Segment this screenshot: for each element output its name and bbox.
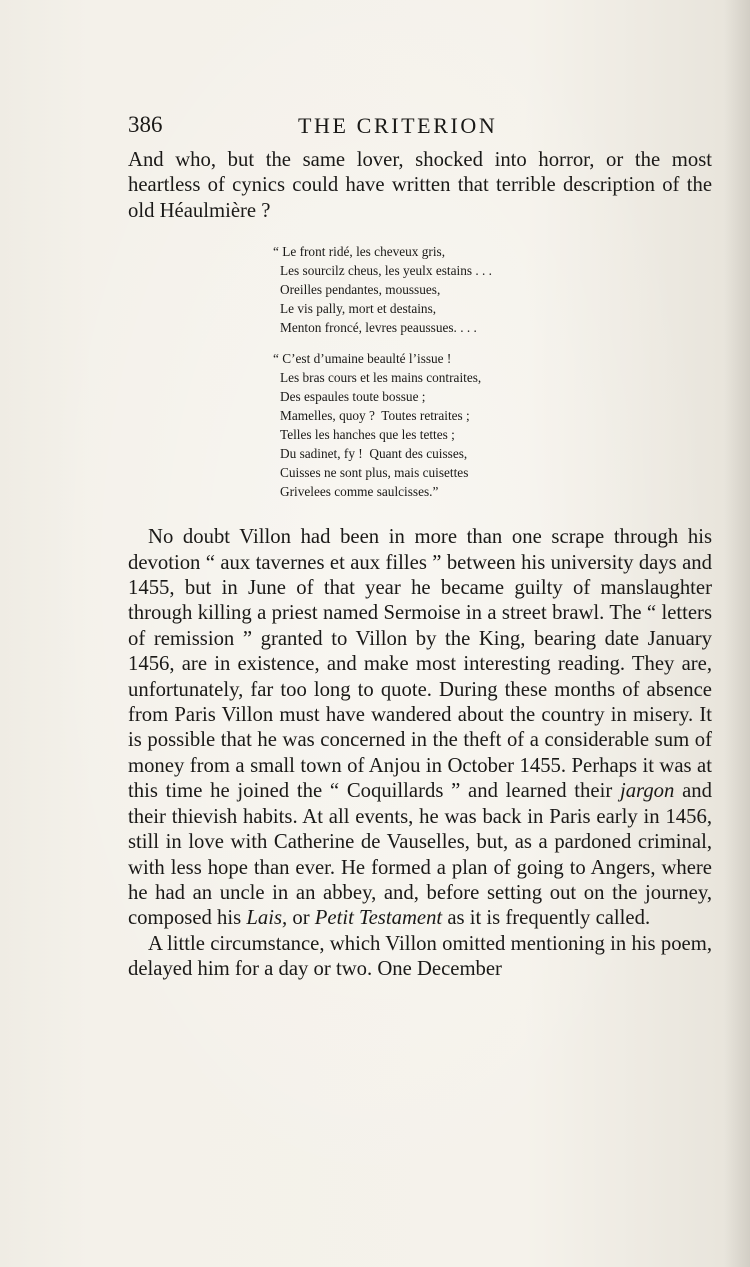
poem-line: Mamelles, quoy ? Toutes retraites ; xyxy=(280,408,470,424)
paragraph-text: and their thievish habits. At all events, he was back in Paris early in 1456, still in love with Catherine de Vauselles, but, as a pardoned criminal, with less hope than ever. He formed a plan of going to Angers, where he had an uncle in an abbey, and, before setting out on the journey, composed his xyxy=(128,780,712,930)
intro-paragraph: And who, but the same lover, shocked into horror, or the most heartless of cynics could have written that terrible description of the old Héaulmière ? xyxy=(128,149,712,222)
poem-stanza-2 xyxy=(273,349,712,501)
running-head xyxy=(128,112,712,144)
poem-line: Grivelees comme saulcisses.” xyxy=(280,484,439,500)
poem-stanza-1 xyxy=(273,242,712,337)
poem-line: Le vis pally, mort et destains, xyxy=(280,301,437,317)
paragraph-villon-history xyxy=(128,525,712,932)
page-edge-shadow xyxy=(724,0,750,1267)
quoted-poem xyxy=(273,242,712,501)
poem-line: Cuisses ne sont plus, mais cuisettes xyxy=(280,465,469,481)
journal-title: THE CRITERION xyxy=(298,113,498,138)
poem-line: Les sourcilz cheus, les yeulx estains . . . xyxy=(280,263,492,279)
poem-line: Des espaules toute bossue ; xyxy=(280,389,426,405)
poem-line: Du sadinet, fy ! Quant des cuisses, xyxy=(280,446,468,462)
paragraph-text: No doubt Villon had been in more than one scrape through his devotion “ aux tavernes et aux filles ” between his university days and 1455, but in June of that year he became guilty of manslaughter through killing a priest named Sermoise in a street brawl. The “ letters of remission ” granted to Villon by the King, bearing date January 1456, are in existence, and make most interesting reading. They are, unfortunately, far too long to quote. During these months of absence from Paris Villon must have wandered about the country in misery. It is possible that he was concerned in the theft of a considerable sum of money from a small town of Anjou in October 1455. Perhaps it was at this time he joined the “ Coquillards ” and learned their xyxy=(128,526,712,803)
poem-line: “ C’est d’umaine beaulté l’issue ! xyxy=(273,351,452,367)
italic-word-jargon: jargon xyxy=(619,780,675,803)
italic-title-petit-testament: Petit Testament xyxy=(314,907,443,930)
body-text xyxy=(128,525,712,982)
poem-line: Les bras cours et les mains contraites, xyxy=(280,370,482,386)
poem-line: Menton froncé, levres peaussues. . . . xyxy=(280,320,477,336)
poem-line: Telles les hanches que les tettes ; xyxy=(280,427,455,443)
text-block xyxy=(128,112,712,983)
poem-line: Oreilles pendantes, moussues, xyxy=(280,282,441,298)
paragraph-circumstance: A little circumstance, which Villon omitted mentioning in his poem, delayed him for a day or two. One December xyxy=(128,932,712,981)
page-number: 386 xyxy=(128,112,163,137)
poem-line: “ Le front ridé, les cheveux gris, xyxy=(273,244,446,260)
paragraph-text: as it is frequently called. xyxy=(442,907,651,930)
paragraph-text: or xyxy=(287,907,315,930)
italic-title-lais: Lais, xyxy=(246,907,288,930)
